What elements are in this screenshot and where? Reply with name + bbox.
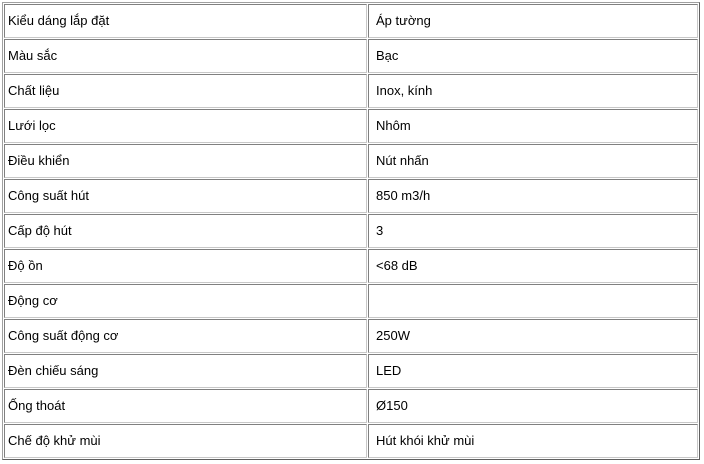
spec-table — [2, 2, 700, 460]
table-row — [4, 319, 698, 353]
spec-table-body — [4, 4, 698, 458]
spec-label: Kiểu dáng lắp đặt — [4, 4, 367, 38]
table-row — [4, 39, 698, 73]
table-row — [4, 144, 698, 178]
table-row — [4, 179, 698, 213]
table-row — [4, 4, 698, 38]
spec-value: Nút nhấn — [368, 144, 698, 178]
spec-label: Chất liệu — [4, 74, 367, 108]
spec-value: Bạc — [368, 39, 698, 73]
spec-value: Hút khói khử mùi — [368, 424, 698, 458]
table-row — [4, 74, 698, 108]
spec-value: <68 dB — [368, 249, 698, 283]
spec-label: Công suất động cơ — [4, 319, 367, 353]
spec-label: Động cơ — [4, 284, 367, 318]
table-row — [4, 354, 698, 388]
spec-label: Chế độ khử mùi — [4, 424, 367, 458]
spec-value: Inox, kính — [368, 74, 698, 108]
spec-value — [368, 284, 698, 318]
spec-value: 850 m3/h — [368, 179, 698, 213]
spec-value: 3 — [368, 214, 698, 248]
table-row — [4, 249, 698, 283]
table-row — [4, 109, 698, 143]
table-row — [4, 424, 698, 458]
spec-label: Ống thoát — [4, 389, 367, 423]
spec-value: Áp tường — [368, 4, 698, 38]
spec-label: Màu sắc — [4, 39, 367, 73]
spec-value: LED — [368, 354, 698, 388]
table-row — [4, 214, 698, 248]
spec-label: Độ ồn — [4, 249, 367, 283]
table-row — [4, 284, 698, 318]
spec-value: Nhôm — [368, 109, 698, 143]
spec-label: Cấp độ hút — [4, 214, 367, 248]
spec-label: Điều khiển — [4, 144, 367, 178]
spec-value: 250W — [368, 319, 698, 353]
spec-label: Công suất hút — [4, 179, 367, 213]
spec-label: Đèn chiếu sáng — [4, 354, 367, 388]
spec-label: Lưới lọc — [4, 109, 367, 143]
spec-value: Ø150 — [368, 389, 698, 423]
table-row — [4, 389, 698, 423]
